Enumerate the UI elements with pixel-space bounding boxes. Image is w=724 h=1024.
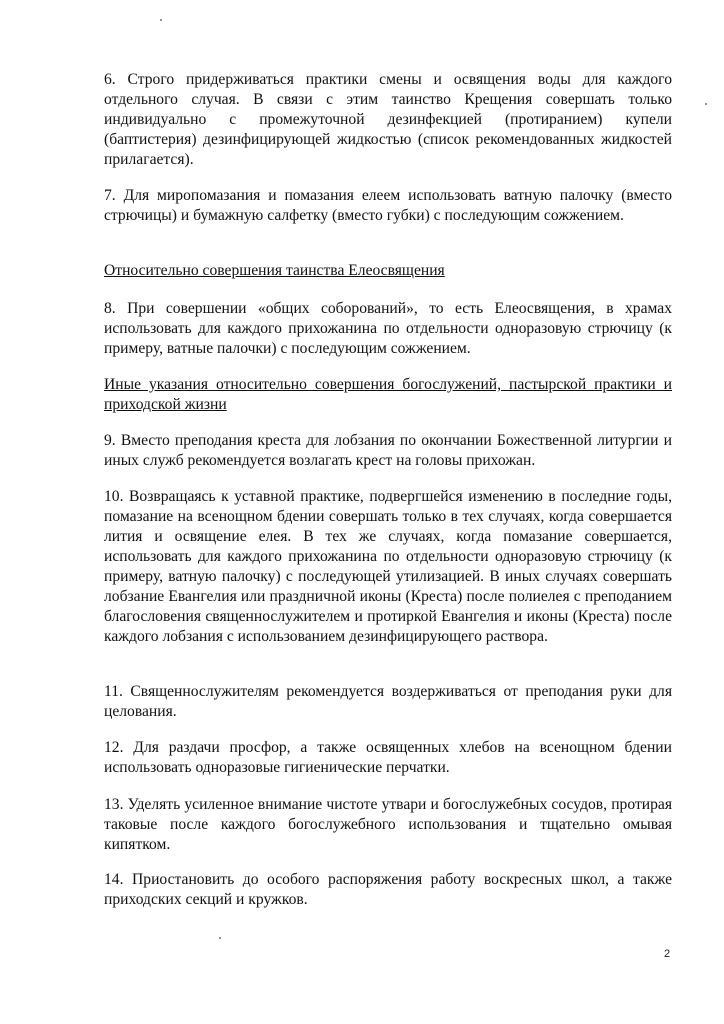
page-number: 2 — [664, 948, 671, 960]
section-heading-other-instructions: Иные указания относительно совершения богослужений, пастырской практики и приходской жизни — [104, 376, 672, 413]
scan-speck — [160, 19, 162, 21]
paragraph-6: 6. Строго придерживаться практики смены и освящения воды для каждого отдельного случая. В связи с этим таинство Крещения совершать только индивидуально с промежуточной дезинфекцией (протиранием) купели (баптистерия) дезинфицирующей жидкостью (список рекомендованных жидкостей прилагается). — [104, 71, 672, 168]
paragraph-8: 8. При совершении «общих соборований», то есть Елеосвящения, в храмах использовать для каждого прихожанина по отдельности одноразовую стрючицу (к примеру, ватные палочки) с последующим сожжением. — [104, 300, 672, 357]
paragraph-11: 11. Священнослужителям рекомендуется воздерживаться от преподания руки для целования. — [104, 683, 672, 720]
scan-speck — [705, 103, 707, 105]
paragraph-7: 7. Для миропомазания и помазания елеем использовать ватную палочку (вместо стрючицы) и бумажную салфетку (вместо губки) с последующим сожжением. — [104, 187, 672, 224]
paragraph-14: 14. Приостановить до особого распоряжения работу воскресных школ, а также приходских секций и кружков. — [104, 871, 672, 908]
section-heading-unction: Относительно совершения таинства Елеосвящения — [104, 262, 445, 279]
paragraph-13: 13. Уделять усиленное внимание чистоте утвари и богослужебных сосудов, протирая таковые после каждого богослужебного использования и тщательно омывая кипятком. — [104, 796, 672, 853]
paragraph-9: 9. Вместо преподания креста для лобзания по окончании Божественной литургии и иных служб рекомендуется возлагать крест на головы прихожан. — [104, 432, 672, 469]
scan-speck — [219, 937, 221, 939]
paragraph-10: 10. Возвращаясь к уставной практике, подвергшейся изменению в последние годы, помазание на всенощном бдении совершать только в тех случаях, когда совершается лития и освящение елея. В тех же случаях, когда помазание совершается, использовать для каждого прихожанина по отдельности одноразовую стрючицу (к примеру, ватную палочку) с последующей утилизацией. В иных случаях совершать лобзание Евангелия или праздничной иконы (Креста) после полиелея с преподанием благословения священнослужителем и протиркой Евангелия и иконы (Креста) после каждого лобзания с использованием дезинфицирующего раствора. — [104, 488, 672, 645]
paragraph-12: 12. Для раздачи просфор, а также освященных хлебов на всенощном бдении использовать одноразовые гигиенические перчатки. — [104, 739, 672, 776]
